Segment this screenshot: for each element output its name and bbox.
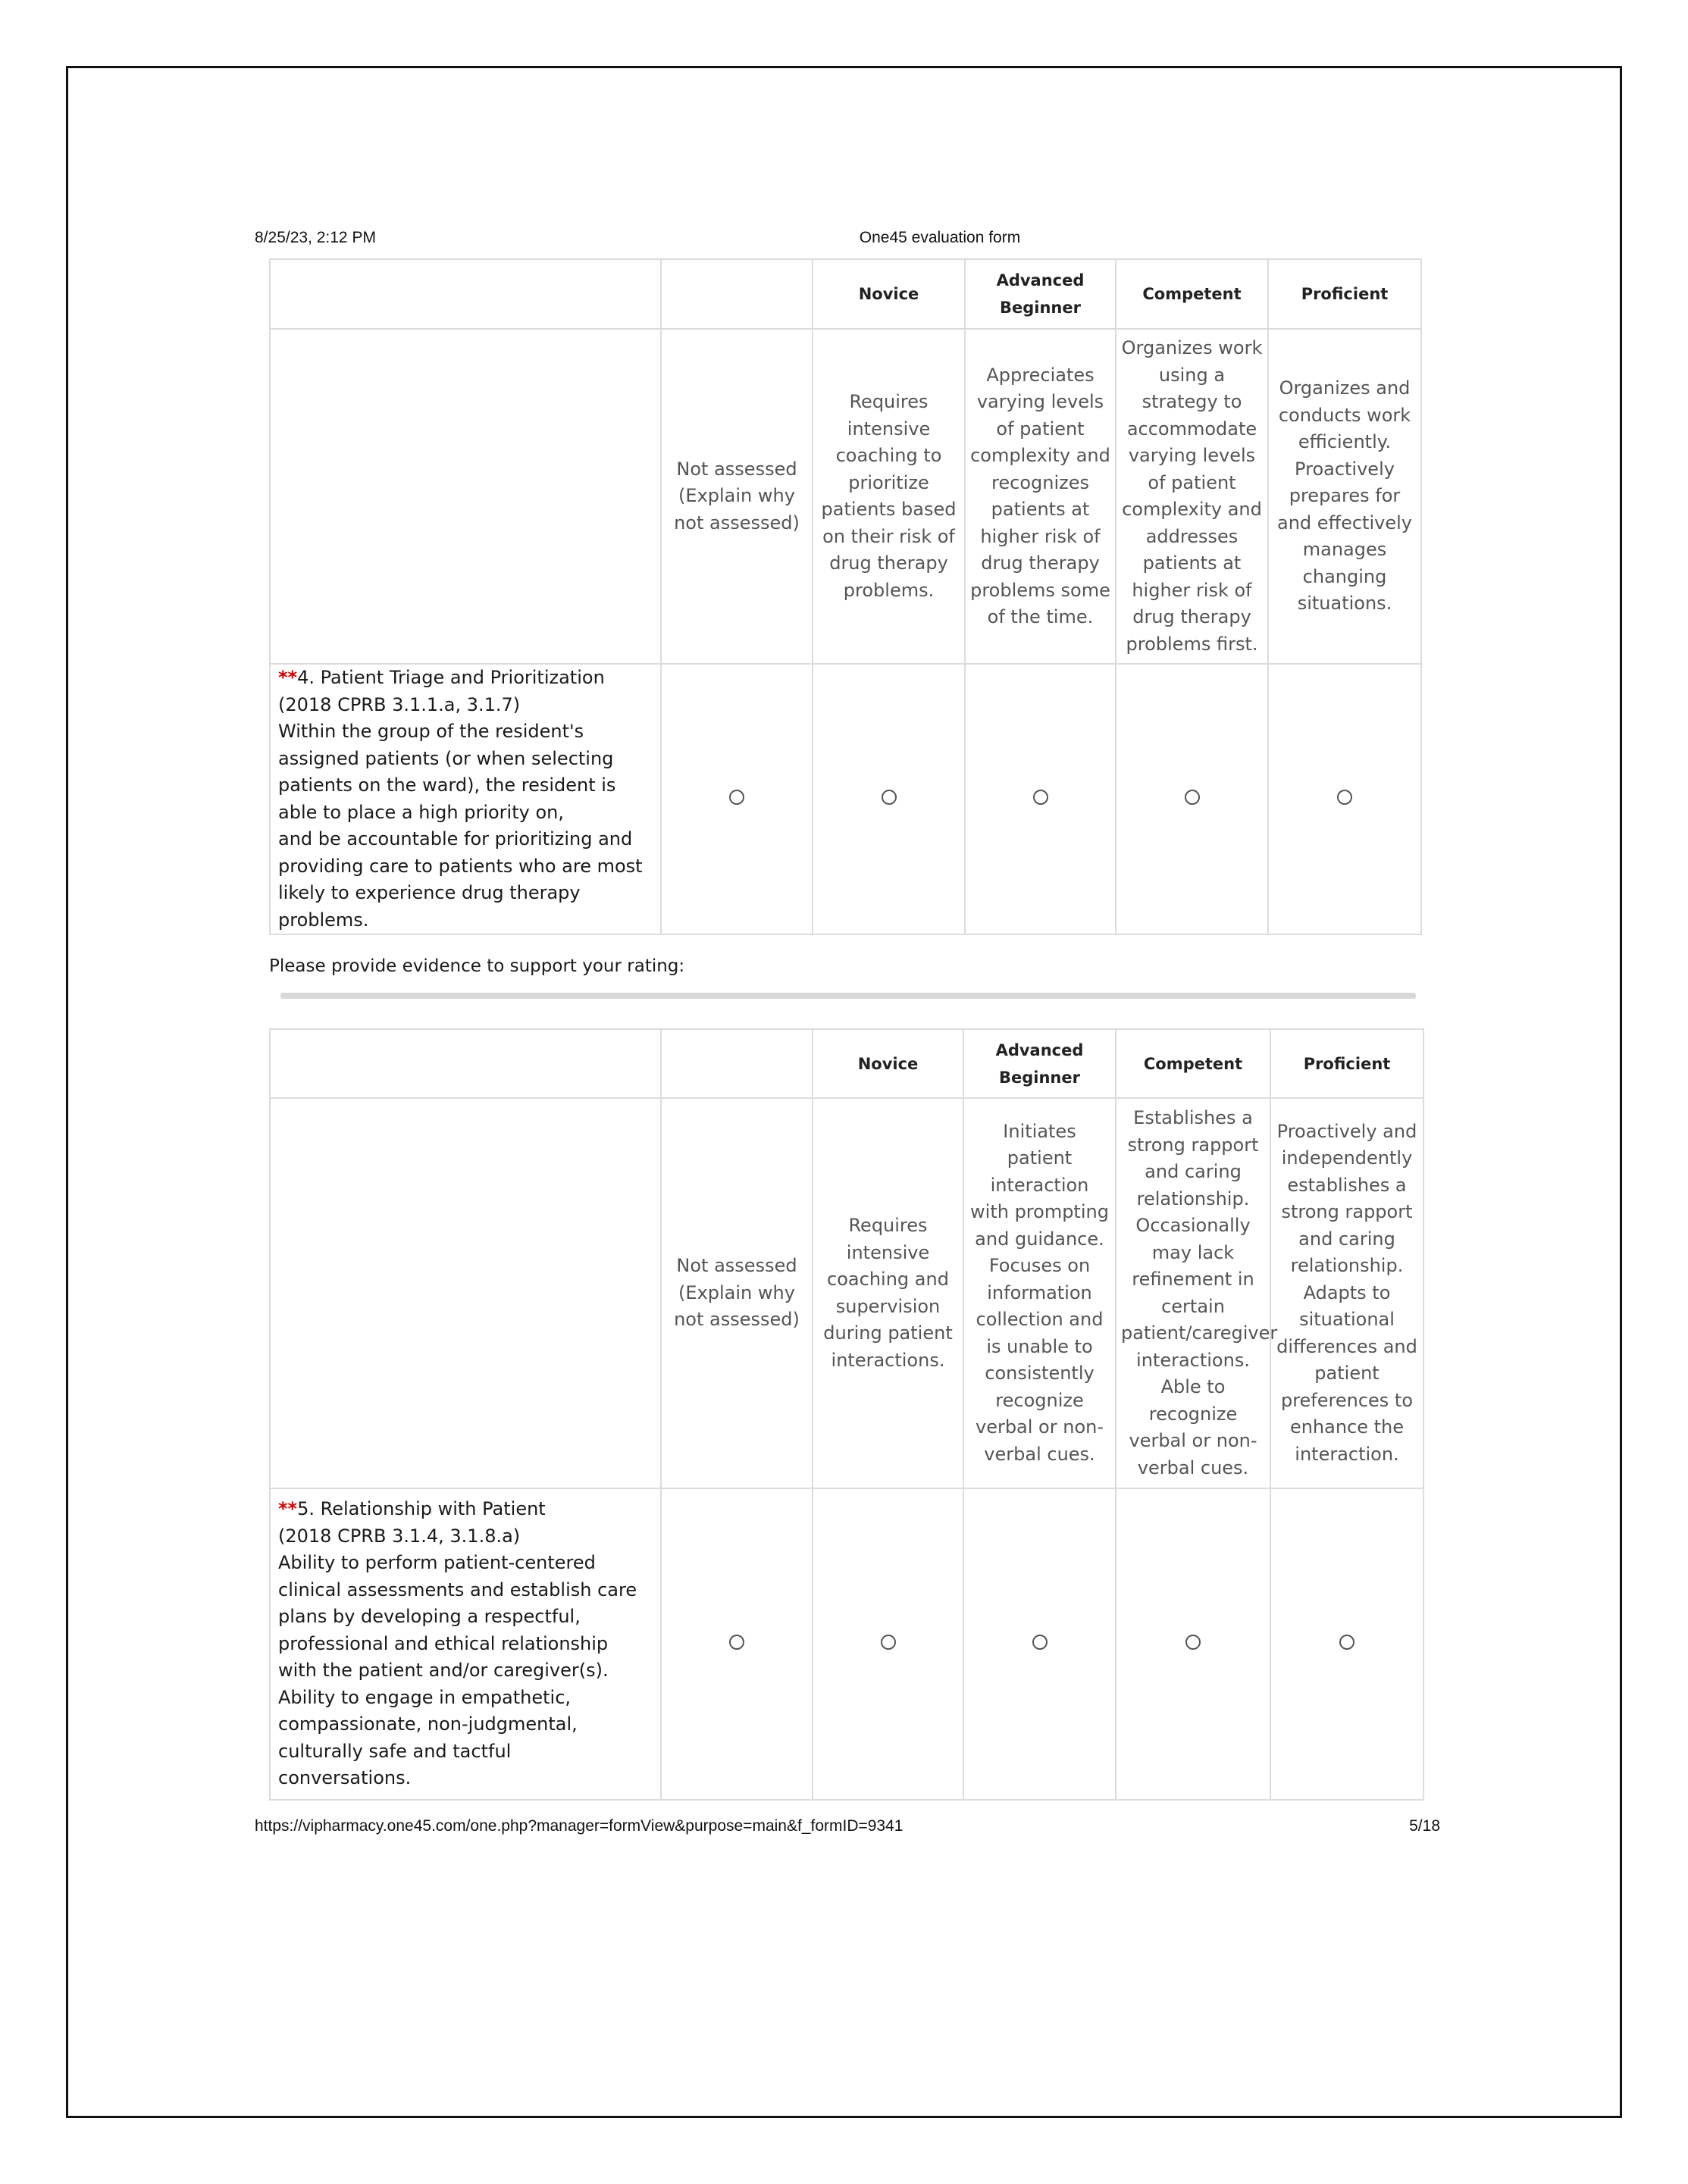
- rating-cell-not-assessed: [661, 1488, 813, 1800]
- radio-proficient[interactable]: [1337, 790, 1352, 805]
- header-proficient: Proficient: [1270, 1029, 1423, 1098]
- question-title: 4. Patient Triage and Prioritization: [297, 667, 605, 688]
- rating-cell-advanced-beginner: [965, 664, 1116, 934]
- descriptor-advanced-beginner: Appreciates varying levels of patient complexity and recognizes patients at higher risk of drug therapy problems some of the time.: [965, 329, 1116, 664]
- descriptor-proficient: Proactively and independently establishes a strong rapport and caring relationship. Adapts to situational differences and patient preferences to enhance the interaction.: [1270, 1098, 1423, 1488]
- header-competent: Competent: [1116, 259, 1268, 329]
- header-novice: Novice: [813, 1029, 963, 1098]
- question-description: and be accountable for prioritizing and providing care to patients who are most likely to experience drug therapy problems.: [278, 828, 643, 931]
- header-competent: Competent: [1116, 1029, 1270, 1098]
- print-url: https://vipharmacy.one45.com/one.php?manager=formView&purpose=main&f_formID=9341: [255, 1817, 904, 1835]
- rubric-table-1: [269, 258, 1422, 935]
- rating-cell-proficient: [1270, 1488, 1423, 1800]
- radio-competent[interactable]: [1185, 1635, 1201, 1650]
- header-novice: Novice: [813, 259, 965, 329]
- evidence-label: Please provide evidence to support your rating:: [269, 956, 685, 976]
- header-advanced-beginner: Advanced Beginner: [965, 259, 1116, 329]
- rating-cell-proficient: [1268, 664, 1421, 934]
- rating-cell-advanced-beginner: [963, 1488, 1116, 1800]
- descriptor-novice: Requires intensive coaching to prioritize patients based on their risk of drug therapy problems.: [813, 329, 965, 664]
- rating-cell-competent: [1116, 1488, 1270, 1800]
- radio-novice[interactable]: [881, 1635, 896, 1650]
- descriptor-competent: Establishes a strong rapport and caring relationship. Occasionally may lack refinement in certain patient/caregiver interactions. Able to recognize verbal or non-verbal cues.: [1116, 1098, 1270, 1488]
- descriptor-blank: [270, 1098, 661, 1488]
- header-blank-question: [270, 259, 661, 329]
- header-proficient: Proficient: [1268, 259, 1421, 329]
- question-description: Within the group of the resident's assigned patients (or when selecting patients on the ward), the resident is able to place a high priority on,: [278, 721, 616, 823]
- print-title: One45 evaluation form: [859, 229, 1021, 246]
- radio-advanced-beginner[interactable]: [1033, 790, 1048, 805]
- rubric-table-2: [269, 1028, 1424, 1801]
- rating-cell-novice: [813, 1488, 963, 1800]
- required-marker: **: [278, 667, 298, 688]
- required-marker: **: [278, 1498, 298, 1520]
- radio-novice[interactable]: [882, 790, 897, 805]
- evidence-input[interactable]: [280, 993, 1416, 999]
- question-title: 5. Relationship with Patient: [297, 1498, 546, 1520]
- descriptor-not-assessed: Not assessed (Explain why not assessed): [661, 1098, 813, 1488]
- question-reference: (2018 CPRB 3.1.4, 3.1.8.a): [278, 1525, 521, 1547]
- question-cell: [270, 664, 661, 934]
- header-blank-not-assessed: [661, 259, 813, 329]
- question-description: conversations.: [278, 1767, 412, 1789]
- header-blank-not-assessed: [661, 1029, 813, 1098]
- question-description: Ability to perform patient-centered clinical assessments and establish care: [278, 1552, 637, 1600]
- radio-not-assessed[interactable]: [729, 1635, 744, 1650]
- radio-advanced-beginner[interactable]: [1032, 1635, 1048, 1650]
- rating-cell-not-assessed: [661, 664, 813, 934]
- descriptor-novice: Requires intensive coaching and supervision during patient interactions.: [813, 1098, 963, 1488]
- header-blank-question: [270, 1029, 661, 1098]
- radio-competent[interactable]: [1185, 790, 1200, 805]
- rating-cell-novice: [813, 664, 965, 934]
- descriptor-blank: [270, 329, 661, 664]
- radio-not-assessed[interactable]: [729, 790, 744, 805]
- descriptor-proficient: Organizes and conducts work efficiently. Proactively prepares for and effectively manages changing situations.: [1268, 329, 1421, 664]
- question-description: plans by developing a respectful, professional and ethical relationship: [278, 1606, 609, 1654]
- descriptor-not-assessed: Not assessed (Explain why not assessed): [661, 329, 813, 664]
- page-number: 5/18: [1409, 1817, 1440, 1835]
- question-description: with the patient and/or caregiver(s). Ability to engage in empathetic, compassionate, non-judgmental, culturally safe and tactful: [278, 1660, 609, 1762]
- question-cell: [270, 1488, 661, 1800]
- rating-cell-competent: [1116, 664, 1268, 934]
- header-advanced-beginner: Advanced Beginner: [963, 1029, 1116, 1098]
- descriptor-competent: Organizes work using a strategy to accommodate varying levels of patient complexity and addresses patients at higher risk of drug therapy problems first.: [1116, 329, 1268, 664]
- descriptor-advanced-beginner: Initiates patient interaction with prompting and guidance. Focuses on information collection and is unable to consistently recognize verbal or non-verbal cues.: [963, 1098, 1116, 1488]
- question-reference: (2018 CPRB 3.1.1.a, 3.1.7): [278, 693, 521, 715]
- print-date: 8/25/23, 2:12 PM: [255, 229, 376, 246]
- radio-proficient[interactable]: [1339, 1635, 1354, 1650]
